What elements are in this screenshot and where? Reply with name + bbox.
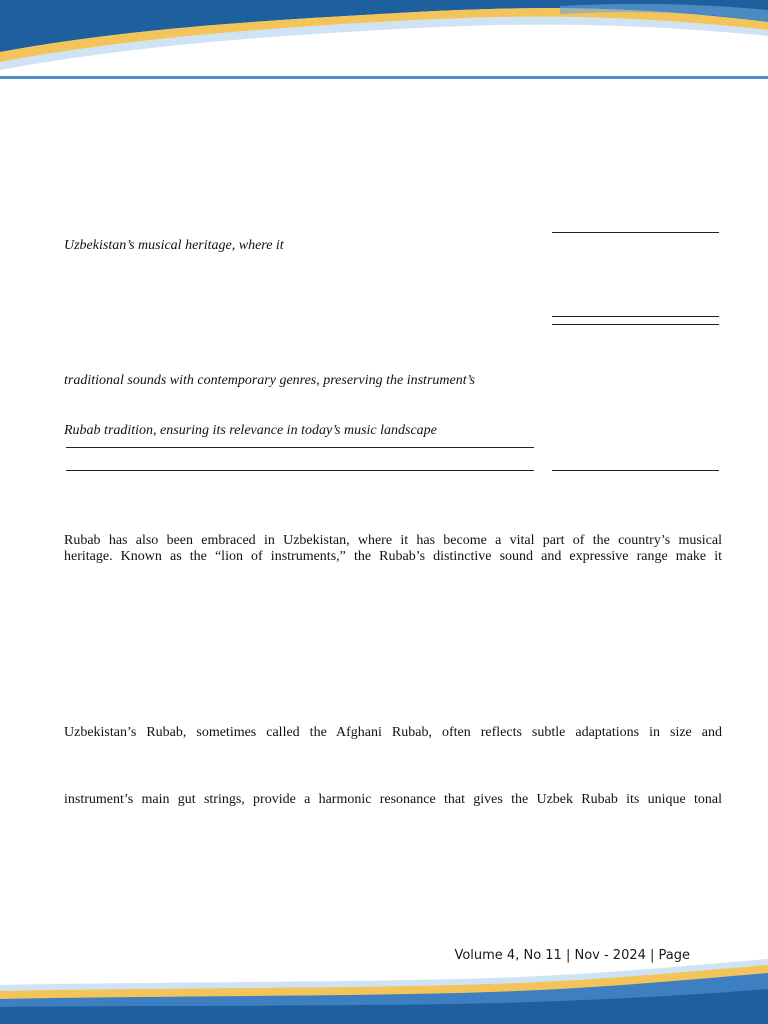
left-rule-2 bbox=[66, 470, 534, 471]
paragraph-3-line: instrument’s main gut strings, provide a harmonic resonance that gives the Uzbek Rubab its unique tonal bbox=[64, 792, 722, 807]
paragraph-1-line-2: heritage. Known as the “lion of instruments,” the Rubab’s distinctive sound and expressive range make it bbox=[64, 549, 722, 564]
left-rule-1 bbox=[66, 447, 534, 448]
italic-text-line-1: Uzbekistan’s musical heritage, where it bbox=[64, 238, 284, 253]
footer-wave-band bbox=[0, 955, 768, 1024]
right-rule-3 bbox=[552, 324, 719, 325]
right-rule-4 bbox=[552, 470, 719, 471]
footer-volume-text: Volume 4, No 11 | Nov - 2024 | Page bbox=[454, 948, 690, 963]
italic-text-line-2: traditional sounds with contemporary genres, preserving the instrument’s bbox=[64, 373, 475, 388]
italic-text-line-3: Rubab tradition, ensuring its relevance in today’s music landscape bbox=[64, 423, 437, 438]
header-wave-band bbox=[0, 0, 768, 80]
header-rule bbox=[0, 76, 768, 79]
right-rule-1 bbox=[552, 232, 719, 233]
paragraph-2-line: Uzbekistan’s Rubab, sometimes called the Afghani Rubab, often reflects subtle adaptations in size and bbox=[64, 725, 722, 740]
paragraph-1-line-1: Rubab has also been embraced in Uzbekistan, where it has become a vital part of the country’s musical bbox=[64, 533, 722, 548]
right-rule-2 bbox=[552, 316, 719, 317]
